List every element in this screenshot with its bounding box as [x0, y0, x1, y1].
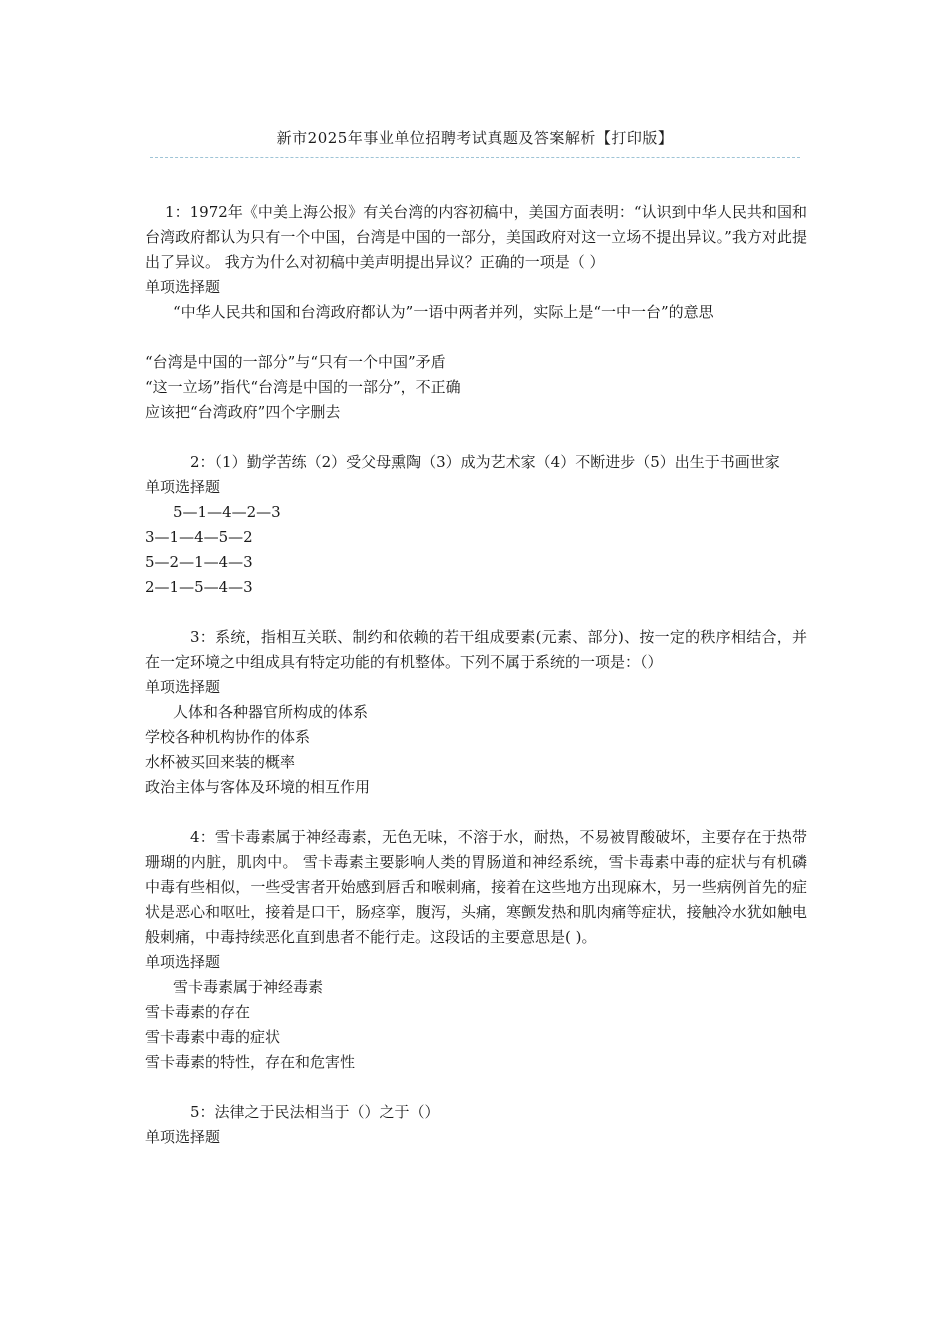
question-3-option-c[interactable]: 水杯被买回来装的概率 [145, 753, 296, 771]
question-3-type: 单项选择题 [145, 678, 221, 696]
question-2-option-c[interactable]: 5—2—1—4—3 [145, 553, 253, 571]
question-1 [145, 200, 807, 425]
question-2-option-d[interactable]: 2—1—5—4—3 [145, 578, 253, 596]
question-1-type: 单项选择题 [145, 278, 221, 296]
document-title: 新市2025年事业单位招聘考试真题及答案解析【打印版】 [276, 129, 674, 147]
question-1-option-b[interactable]: “台湾是中国的一部分”与“只有一个中国”矛盾 [145, 353, 446, 371]
question-2-stem: 2：（1）勤学苦练（2）受父母熏陶（3）成为艺术家（4）不断进步（5）出生于书画世家 [190, 453, 780, 471]
question-4-type: 单项选择题 [145, 953, 221, 971]
question-5 [145, 1100, 807, 1150]
question-4-stem: 4：雪卡毒素属于神经毒素，无色无味，不溶于水，耐热，不易被胃酸破坏，主要存在于热带珊瑚的内脏，肌肉中。 雪卡毒素主要影响人类的胃肠道和神经系统，雪卡毒素中毒的症状与有机磷中毒有些相似，一些受害者开始感到唇舌和喉刺痛，接着在这些地方出现麻木，另一些病例首先的症状是恶心和呕吐，接着是口干，肠痉挛，腹泻，头痛，寒颤发热和肌肉痛等症状，接触冷水犹如触电般刺痛，中毒持续恶化直到患者不能行走。这段话的主要意思是( )。 [145, 828, 807, 946]
question-1-option-c[interactable]: “这一立场”指代“台湾是中国的一部分”，不正确 [145, 378, 461, 396]
question-4-option-d[interactable]: 雪卡毒素的特性，存在和危害性 [145, 1053, 356, 1071]
question-2 [145, 450, 807, 600]
question-4-option-b[interactable]: 雪卡毒素的存在 [145, 1003, 251, 1021]
question-1-stem: 1：1972年《中美上海公报》有关台湾的内容初稿中，美国方面表明：“认识到中华人民共和国和台湾政府都认为只有一个中国，台湾是中国的一部分，美国政府对这一立场不提出异议。”我方对此提出了异议。 我方为什么对初稿中美声明提出异议？正确的一项是（ ） [145, 203, 807, 271]
question-2-option-b[interactable]: 3—1—4—5—2 [145, 528, 253, 546]
question-3-option-a[interactable]: 人体和各种器官所构成的体系 [173, 703, 369, 721]
question-3-stem: 3：系统，指相互关联、制约和依赖的若干组成要素(元素、部分)、按一定的秩序相结合，并在一定环境之中组成具有特定功能的有机整体。下列不属于系统的一项是：（） [145, 628, 807, 671]
question-5-type: 单项选择题 [145, 1128, 221, 1146]
question-3 [145, 625, 807, 800]
question-2-option-a[interactable]: 5—1—4—2—3 [173, 503, 281, 521]
question-3-option-d[interactable]: 政治主体与客体及环境的相互作用 [145, 778, 371, 796]
question-4 [145, 825, 807, 1075]
question-4-option-a[interactable]: 雪卡毒素属于神经毒素 [173, 978, 324, 996]
question-2-type: 单项选择题 [145, 478, 221, 496]
question-4-option-c[interactable]: 雪卡毒素中毒的症状 [145, 1028, 281, 1046]
question-1-option-d[interactable]: 应该把“台湾政府”四个字删去 [145, 403, 341, 421]
question-list [145, 200, 807, 1175]
question-3-option-b[interactable]: 学校各种机构协作的体系 [145, 728, 311, 746]
question-5-stem: 5：法律之于民法相当于（）之于（） [190, 1103, 440, 1121]
title-divider [150, 157, 800, 158]
question-1-option-a[interactable]: “中华人民共和国和台湾政府都认为”一语中两者并列，实际上是“一中一台”的意思 [173, 303, 714, 321]
